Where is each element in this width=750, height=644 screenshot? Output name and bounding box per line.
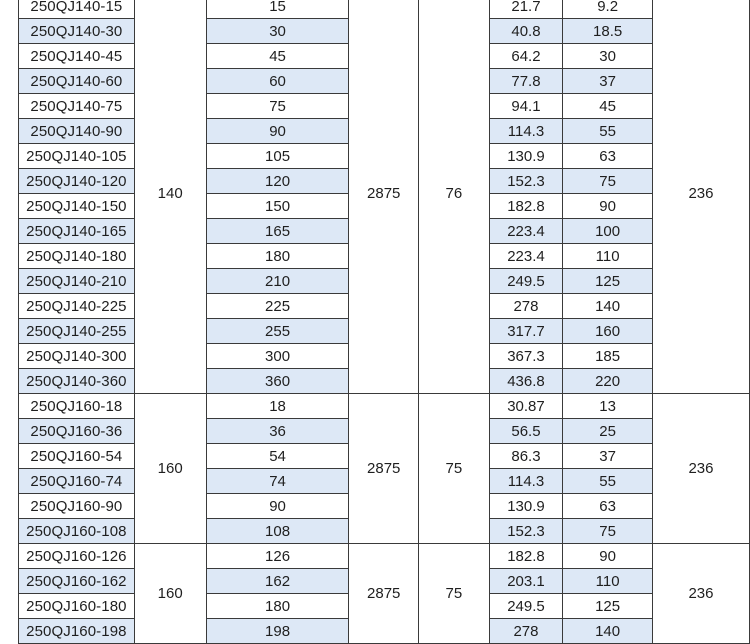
power-cell: 249.5 — [489, 269, 563, 294]
motor-cell: 125 — [563, 269, 653, 294]
head-cell: 225 — [206, 294, 349, 319]
head-cell: 108 — [206, 519, 349, 544]
motor-cell: 110 — [563, 244, 653, 269]
efficiency-cell: 76 — [418, 0, 489, 394]
flow-cell: 160 — [134, 394, 206, 544]
head-cell: 36 — [206, 419, 349, 444]
model-cell: 250QJ140-45 — [19, 44, 135, 69]
model-cell: 250QJ140-60 — [19, 69, 135, 94]
head-cell: 105 — [206, 144, 349, 169]
model-cell: 250QJ160-74 — [19, 469, 135, 494]
table-row — [19, 544, 750, 569]
flow-cell: 160 — [134, 544, 206, 644]
head-cell: 255 — [206, 319, 349, 344]
power-cell: 203.1 — [489, 569, 563, 594]
power-cell: 278 — [489, 619, 563, 644]
model-cell: 250QJ140-225 — [19, 294, 135, 319]
motor-cell: 18.5 — [563, 19, 653, 44]
power-cell: 94.1 — [489, 94, 563, 119]
power-cell: 114.3 — [489, 119, 563, 144]
motor-cell: 100 — [563, 219, 653, 244]
head-cell: 90 — [206, 119, 349, 144]
speed-cell: 2875 — [349, 0, 419, 394]
model-cell: 250QJ160-54 — [19, 444, 135, 469]
motor-cell: 63 — [563, 494, 653, 519]
head-cell: 162 — [206, 569, 349, 594]
head-cell: 60 — [206, 69, 349, 94]
flow-cell: 140 — [134, 0, 206, 394]
motor-cell: 55 — [563, 119, 653, 144]
model-cell: 250QJ140-150 — [19, 194, 135, 219]
model-cell: 250QJ140-300 — [19, 344, 135, 369]
head-cell: 120 — [206, 169, 349, 194]
model-cell: 250QJ140-165 — [19, 219, 135, 244]
power-cell: 40.8 — [489, 19, 563, 44]
model-cell: 250QJ160-18 — [19, 394, 135, 419]
motor-cell: 185 — [563, 344, 653, 369]
motor-cell: 160 — [563, 319, 653, 344]
motor-cell: 90 — [563, 194, 653, 219]
power-cell: 182.8 — [489, 544, 563, 569]
diameter-cell: 236 — [652, 394, 749, 544]
motor-cell: 75 — [563, 519, 653, 544]
model-cell: 250QJ160-126 — [19, 544, 135, 569]
table-row — [19, 0, 750, 19]
model-cell: 250QJ140-15 — [19, 0, 135, 19]
head-cell: 15 — [206, 0, 349, 19]
model-cell: 250QJ140-180 — [19, 244, 135, 269]
motor-cell: 55 — [563, 469, 653, 494]
model-cell: 250QJ140-360 — [19, 369, 135, 394]
model-cell: 250QJ160-180 — [19, 594, 135, 619]
power-cell: 223.4 — [489, 219, 563, 244]
power-cell: 152.3 — [489, 519, 563, 544]
motor-cell: 45 — [563, 94, 653, 119]
power-cell: 317.7 — [489, 319, 563, 344]
head-cell: 198 — [206, 619, 349, 644]
speed-cell: 2875 — [349, 394, 419, 544]
head-cell: 180 — [206, 244, 349, 269]
head-cell: 18 — [206, 394, 349, 419]
model-cell: 250QJ140-210 — [19, 269, 135, 294]
motor-cell: 220 — [563, 369, 653, 394]
motor-cell: 125 — [563, 594, 653, 619]
power-cell: 114.3 — [489, 469, 563, 494]
power-cell: 86.3 — [489, 444, 563, 469]
model-cell: 250QJ140-30 — [19, 19, 135, 44]
power-cell: 21.7 — [489, 0, 563, 19]
power-cell: 130.9 — [489, 144, 563, 169]
power-cell: 249.5 — [489, 594, 563, 619]
head-cell: 45 — [206, 44, 349, 69]
model-cell: 250QJ160-36 — [19, 419, 135, 444]
motor-cell: 37 — [563, 69, 653, 94]
head-cell: 180 — [206, 594, 349, 619]
power-cell: 152.3 — [489, 169, 563, 194]
efficiency-cell: 75 — [418, 394, 489, 544]
power-cell: 130.9 — [489, 494, 563, 519]
model-cell: 250QJ140-90 — [19, 119, 135, 144]
motor-cell: 9.2 — [563, 0, 653, 19]
model-cell: 250QJ160-198 — [19, 619, 135, 644]
power-cell: 278 — [489, 294, 563, 319]
head-cell: 210 — [206, 269, 349, 294]
head-cell: 30 — [206, 19, 349, 44]
power-cell: 436.8 — [489, 369, 563, 394]
model-cell: 250QJ160-162 — [19, 569, 135, 594]
power-cell: 223.4 — [489, 244, 563, 269]
motor-cell: 90 — [563, 544, 653, 569]
motor-cell: 25 — [563, 419, 653, 444]
motor-cell: 13 — [563, 394, 653, 419]
head-cell: 54 — [206, 444, 349, 469]
model-cell: 250QJ140-105 — [19, 144, 135, 169]
power-cell: 367.3 — [489, 344, 563, 369]
head-cell: 300 — [206, 344, 349, 369]
head-cell: 165 — [206, 219, 349, 244]
power-cell: 56.5 — [489, 419, 563, 444]
motor-cell: 140 — [563, 619, 653, 644]
model-cell: 250QJ140-120 — [19, 169, 135, 194]
motor-cell: 110 — [563, 569, 653, 594]
model-cell: 250QJ160-108 — [19, 519, 135, 544]
model-cell: 250QJ140-75 — [19, 94, 135, 119]
model-cell: 250QJ140-255 — [19, 319, 135, 344]
motor-cell: 140 — [563, 294, 653, 319]
power-cell: 64.2 — [489, 44, 563, 69]
diameter-cell: 236 — [652, 0, 749, 394]
motor-cell: 75 — [563, 169, 653, 194]
pump-spec-table — [18, 0, 750, 644]
speed-cell: 2875 — [349, 544, 419, 644]
power-cell: 77.8 — [489, 69, 563, 94]
model-cell: 250QJ160-90 — [19, 494, 135, 519]
table-row — [19, 394, 750, 419]
table-body — [19, 0, 750, 644]
head-cell: 75 — [206, 94, 349, 119]
motor-cell: 63 — [563, 144, 653, 169]
efficiency-cell: 75 — [418, 544, 489, 644]
power-cell: 30.87 — [489, 394, 563, 419]
head-cell: 74 — [206, 469, 349, 494]
head-cell: 360 — [206, 369, 349, 394]
head-cell: 150 — [206, 194, 349, 219]
motor-cell: 37 — [563, 444, 653, 469]
head-cell: 90 — [206, 494, 349, 519]
power-cell: 182.8 — [489, 194, 563, 219]
diameter-cell: 236 — [652, 544, 749, 644]
head-cell: 126 — [206, 544, 349, 569]
motor-cell: 30 — [563, 44, 653, 69]
